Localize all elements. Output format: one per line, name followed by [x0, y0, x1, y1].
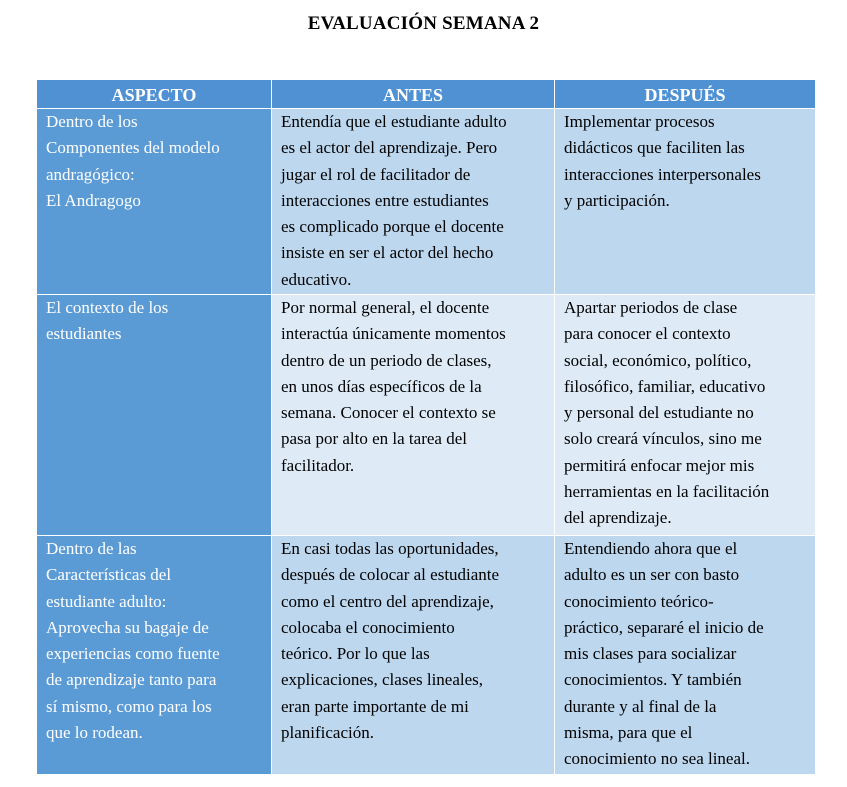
aspect-line: El contexto de los [46, 298, 169, 317]
antes-line: explicaciones, clases lineales, [281, 670, 484, 690]
despues-line: didácticos que faciliten las [564, 138, 745, 158]
header-aspecto: ASPECTO [37, 80, 272, 109]
table-row [37, 295, 816, 536]
antes-line: interacciones entre estudiantes [281, 190, 489, 210]
despues-line: del aprendizaje. [564, 508, 672, 528]
antes-line: Por normal general, el docente [281, 298, 490, 317]
despues-line: adulto es un ser con basto [564, 565, 740, 585]
despues-line: conocimiento no sea lineal. [564, 749, 750, 769]
antes-line: teórico. Por lo que las [281, 644, 430, 664]
despues-line: mis clases para socializar [564, 644, 737, 664]
despues-line: conocimiento teórico- [564, 591, 714, 611]
despues-cell [555, 109, 816, 295]
despues-line: práctico, separaré el inicio de [564, 617, 764, 637]
aspect-line: Componentes del modelo [46, 138, 220, 158]
despues-line: misma, para que el [564, 723, 693, 743]
antes-cell [272, 109, 555, 295]
antes-cell [272, 295, 555, 536]
aspect-line: Dentro de los [46, 112, 138, 131]
despues-line: Entendiendo ahora que el [564, 539, 738, 558]
table-row [37, 536, 816, 775]
antes-cell [272, 536, 555, 775]
evaluation-table [36, 80, 816, 775]
antes-line: después de colocar al estudiante [281, 565, 500, 585]
aspect-line: Características del [46, 565, 172, 585]
aspect-line: experiencias como fuente [46, 644, 220, 664]
aspect-cell [37, 536, 272, 775]
antes-line: facilitador. [281, 455, 355, 475]
despues-line: Implementar procesos [564, 112, 715, 131]
page-title: EVALUACIÓN SEMANA 2 [307, 13, 540, 34]
aspect-cell [37, 109, 272, 295]
aspect-line: sí mismo, como para los [46, 696, 212, 716]
despues-line: Apartar periodos de clase [564, 298, 738, 317]
antes-line: Entendía que el estudiante adulto [281, 112, 507, 131]
antes-line: semana. Conocer el contexto se [281, 403, 496, 423]
antes-line: eran parte importante de mi [281, 696, 469, 716]
despues-line: para conocer el contexto [564, 324, 731, 344]
despues-line: y personal del estudiante no [564, 403, 754, 423]
despues-line: permitirá enfocar mejor mis [564, 455, 755, 475]
antes-line: dentro de un periodo de clases, [281, 350, 492, 370]
aspect-line: Aprovecha su bagaje de [46, 617, 209, 637]
antes-line: educativo. [281, 269, 352, 289]
table-row [37, 109, 816, 295]
table-header-row [37, 80, 816, 109]
antes-line: planificación. [281, 723, 374, 743]
aspect-line: andragógico: [46, 164, 135, 184]
antes-line: interactúa únicamente momentos [281, 324, 506, 344]
despues-line: interacciones interpersonales [564, 164, 761, 184]
despues-cell [555, 536, 816, 775]
aspect-line: Dentro de las [46, 539, 137, 558]
despues-line: durante y al final de la [564, 696, 717, 716]
despues-line: solo creará vínculos, sino me [564, 429, 762, 449]
antes-line: en unos días específicos de la [281, 376, 482, 396]
antes-line: colocaba el conocimiento [281, 617, 455, 637]
aspect-line: de aprendizaje tanto para [46, 670, 217, 690]
antes-line: es complicado porque el docente [281, 217, 504, 237]
antes-line: pasa por alto en la tarea del [281, 429, 467, 449]
aspect-line: estudiantes [46, 324, 122, 344]
despues-line: filosófico, familiar, educativo [564, 376, 766, 396]
header-despues: DESPUÉS [555, 80, 816, 109]
despues-line: herramientas en la facilitación [564, 482, 770, 502]
aspect-line: que lo rodean. [46, 723, 143, 743]
antes-line: jugar el rol de facilitador de [281, 164, 471, 184]
antes-line: insiste en ser el actor del hecho [281, 243, 494, 263]
despues-line: social, económico, político, [564, 350, 752, 370]
despues-line: conocimientos. Y también [564, 670, 742, 690]
antes-line: es el actor del aprendizaje. Pero [281, 138, 498, 158]
antes-line: como el centro del aprendizaje, [281, 591, 494, 611]
despues-line: y participación. [564, 190, 670, 210]
antes-line: En casi todas las oportunidades, [281, 539, 499, 558]
despues-cell [555, 295, 816, 536]
aspect-line: El Andragogo [46, 190, 141, 210]
aspect-cell [37, 295, 272, 536]
aspect-line: estudiante adulto: [46, 591, 167, 611]
header-antes: ANTES [272, 80, 555, 109]
